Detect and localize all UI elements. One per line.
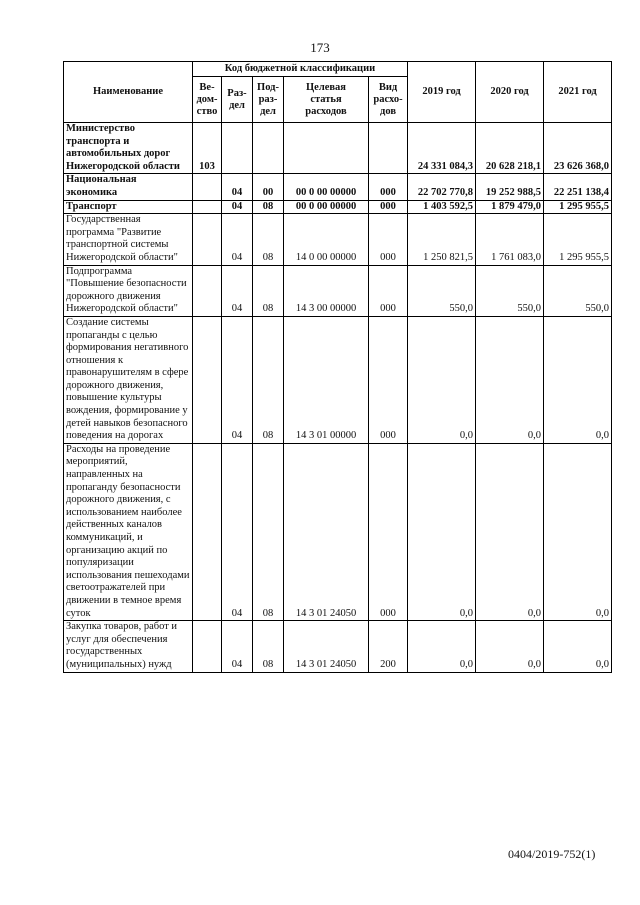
row-2020-cell: 0,0 <box>476 621 544 672</box>
row-vedomstvo-cell <box>193 621 222 672</box>
header-classification-group: Код бюджетной классификации <box>193 62 408 77</box>
table-row <box>64 214 612 265</box>
row-razdel-cell: 04 <box>222 265 253 316</box>
row-vid-cell: 000 <box>369 443 408 620</box>
page-number: 173 <box>310 40 330 55</box>
header-name: Наименование <box>64 62 193 123</box>
row-podrazdel-cell: 00 <box>253 174 284 200</box>
row-name-cell: Министерство транспорта и автомобильных дорог Нижегородской области <box>64 123 193 174</box>
row-vid-cell: 000 <box>369 200 408 214</box>
row-2019-cell: 1 403 592,5 <box>408 200 476 214</box>
row-podrazdel-cell <box>253 123 284 174</box>
row-2019-cell: 0,0 <box>408 443 476 620</box>
row-podrazdel-cell: 08 <box>253 200 284 214</box>
row-2020-cell: 19 252 988,5 <box>476 174 544 200</box>
table-row <box>64 443 612 620</box>
row-2019-cell: 0,0 <box>408 621 476 672</box>
row-name-cell: Закупка товаров, работ и услуг для обеспечения государственных (муниципальных) нужд <box>64 621 193 672</box>
row-vid-cell <box>369 123 408 174</box>
row-name-cell: Расходы на проведение мероприятий, направленных на пропаганду безопасности дорожного движения, с использованием наиболее действенных каналов коммуникаций, и организацию акций по популяризации использования пешеходами светоотражателей при движении в темное время суток <box>64 443 193 620</box>
table-body <box>64 123 612 673</box>
row-razdel-cell: 04 <box>222 316 253 443</box>
row-2021-cell: 0,0 <box>544 443 612 620</box>
row-2020-cell: 0,0 <box>476 316 544 443</box>
row-2019-cell: 550,0 <box>408 265 476 316</box>
header-podrazdel: Под- раз- дел <box>253 77 284 123</box>
row-2021-cell: 22 251 138,4 <box>544 174 612 200</box>
row-tselevaya-cell: 00 0 00 00000 <box>284 200 369 214</box>
header-razdel: Раз- дел <box>222 77 253 123</box>
document-code: 0404/2019-752(1) <box>508 847 596 861</box>
table-row <box>64 316 612 443</box>
row-2020-cell: 0,0 <box>476 443 544 620</box>
row-podrazdel-cell: 08 <box>253 265 284 316</box>
row-vedomstvo-cell: 103 <box>193 123 222 174</box>
header-year-2019: 2019 год <box>408 62 476 123</box>
table-row <box>64 621 612 672</box>
row-podrazdel-cell: 08 <box>253 621 284 672</box>
row-vid-cell: 200 <box>369 621 408 672</box>
header-tselevaya-statya: Целевая статья расходов <box>284 77 369 123</box>
header-year-2021: 2021 год <box>544 62 612 123</box>
row-2019-cell: 24 331 084,3 <box>408 123 476 174</box>
row-2019-cell: 0,0 <box>408 316 476 443</box>
row-razdel-cell <box>222 123 253 174</box>
row-razdel-cell: 04 <box>222 214 253 265</box>
row-vid-cell: 000 <box>369 316 408 443</box>
row-name-cell: Транспорт <box>64 200 193 214</box>
row-2020-cell: 20 628 218,1 <box>476 123 544 174</box>
table-row <box>64 265 612 316</box>
row-vedomstvo-cell <box>193 174 222 200</box>
table-row <box>64 200 612 214</box>
row-2019-cell: 22 702 770,8 <box>408 174 476 200</box>
row-name-cell: Подпрограмма "Повышение безопасности дорожного движения Нижегородской области" <box>64 265 193 316</box>
row-vedomstvo-cell <box>193 316 222 443</box>
row-2020-cell: 1 879 479,0 <box>476 200 544 214</box>
row-tselevaya-cell: 14 0 00 00000 <box>284 214 369 265</box>
row-2021-cell: 0,0 <box>544 316 612 443</box>
row-2021-cell: 1 295 955,5 <box>544 214 612 265</box>
row-tselevaya-cell: 00 0 00 00000 <box>284 174 369 200</box>
row-razdel-cell: 04 <box>222 174 253 200</box>
row-vid-cell: 000 <box>369 214 408 265</box>
row-tselevaya-cell <box>284 123 369 174</box>
budget-table <box>63 61 612 673</box>
row-tselevaya-cell: 14 3 01 24050 <box>284 621 369 672</box>
table-row <box>64 123 612 174</box>
row-2020-cell: 1 761 083,0 <box>476 214 544 265</box>
row-vedomstvo-cell <box>193 214 222 265</box>
row-tselevaya-cell: 14 3 00 00000 <box>284 265 369 316</box>
row-razdel-cell: 04 <box>222 200 253 214</box>
row-2019-cell: 1 250 821,5 <box>408 214 476 265</box>
row-vid-cell: 000 <box>369 265 408 316</box>
row-2020-cell: 550,0 <box>476 265 544 316</box>
row-vedomstvo-cell <box>193 443 222 620</box>
row-vedomstvo-cell <box>193 265 222 316</box>
row-tselevaya-cell: 14 3 01 24050 <box>284 443 369 620</box>
row-podrazdel-cell: 08 <box>253 316 284 443</box>
row-2021-cell: 550,0 <box>544 265 612 316</box>
row-name-cell: Государственная программа "Развитие транспортной системы Нижегородской области" <box>64 214 193 265</box>
row-2021-cell: 23 626 368,0 <box>544 123 612 174</box>
row-vedomstvo-cell <box>193 200 222 214</box>
row-2021-cell: 1 295 955,5 <box>544 200 612 214</box>
row-tselevaya-cell: 14 3 01 00000 <box>284 316 369 443</box>
header-vedomstvo: Ве- дом- ство <box>193 77 222 123</box>
row-2021-cell: 0,0 <box>544 621 612 672</box>
row-name-cell: Создание системы пропаганды с целью формирования негативного отношения к правонарушителям в сфере дорожного движения, повышение культуры вождения, формирование у детей навыков безопасного поведения на дорогах <box>64 316 193 443</box>
row-razdel-cell: 04 <box>222 443 253 620</box>
row-razdel-cell: 04 <box>222 621 253 672</box>
row-name-cell: Национальная экономика <box>64 174 193 200</box>
header-vid-raskhodov: Вид расхо- дов <box>369 77 408 123</box>
header-year-2020: 2020 год <box>476 62 544 123</box>
table-row <box>64 174 612 200</box>
row-vid-cell: 000 <box>369 174 408 200</box>
row-podrazdel-cell: 08 <box>253 443 284 620</box>
row-podrazdel-cell: 08 <box>253 214 284 265</box>
